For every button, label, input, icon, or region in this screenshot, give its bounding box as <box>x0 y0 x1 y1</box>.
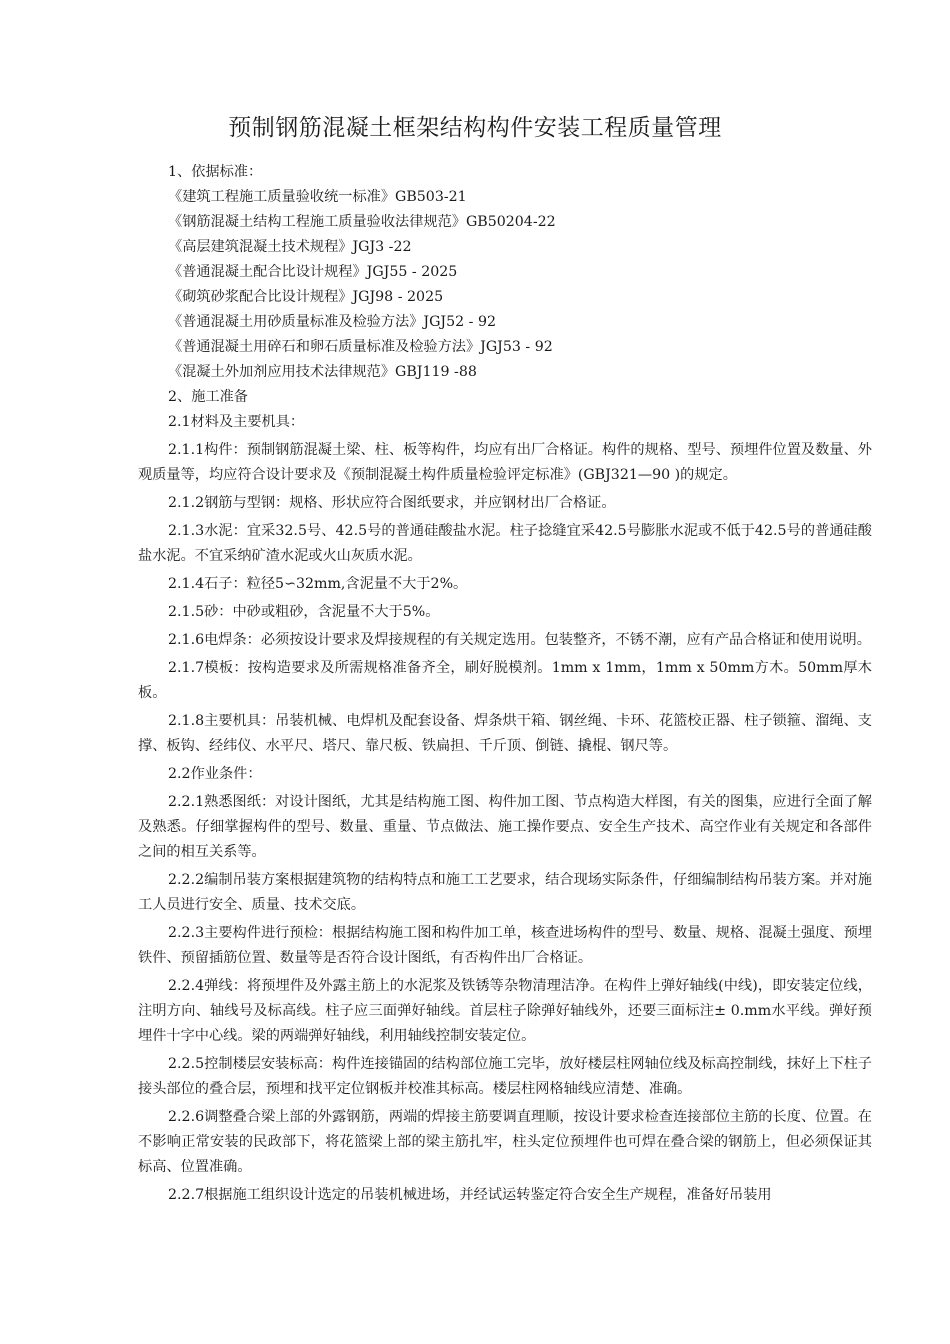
standard-item: 《钢筋混凝土结构工程施工质量验收法律规范》GB50204-22 <box>168 214 556 230</box>
document-title: 预制钢筋混凝土框架结构构件安装工程质量管理 <box>228 115 722 141</box>
paragraph-marking: 2.2.4弹线：将预埋件及外露主筋上的水泥浆及铁锈等杂物清理洁净。在构件上弹好轴线(中线)，即安装定位线，注明方向、轴线号及标高线。柱子应三面弹好轴线。首层柱子除弹好轴线外，还要三面标注± 0.mm水平线。弹好预埋件十字中心线。梁的两端弹好轴线，利用轴线控制安装定位。 <box>138 978 872 1044</box>
paragraph-machinery: 2.1.8主要机具：吊装机械、电焊机及配套设备、焊条烘干箱、钢丝绳、卡环、花篮校正器、柱子锁箍、溜绳、支撑、板钩、经纬仪、水平尺、塔尺、靠尺板、铁扁担、千斤顶、倒链、撬棍、钢尺等。 <box>138 713 872 754</box>
paragraph-elevation-control: 2.2.5控制楼层安装标高：构件连接锚固的结构部位施工完毕，放好楼层柱网轴位线及标高控制线，抹好上下柱子接头部位的叠合层，预埋和找平定位钢板并校准其标高。楼层柱网格轴线应清楚、准确。 <box>138 1056 872 1097</box>
paragraph-components: 2.1.1构件：预制钢筋混凝土梁、柱、板等构件，均应有出厂合格证。构件的规格、型号、预埋件位置及数量、外观质量等，均应符合设计要求及《预制混凝土构件质量检验评定标准》(GBJ321—90 )的规定。 <box>138 442 872 483</box>
paragraph-stones: 2.1.4石子：粒径5∽32mm,含泥量不大于2%。 <box>168 576 468 592</box>
paragraph-machinery-entry: 2.2.7根据施工组织设计选定的吊装机械进场，并经试运转鉴定符合安全生产规程，准备好吊装用 <box>168 1187 772 1203</box>
standard-item: 《普通混凝土配合比设计规程》JGJ55 - 2025 <box>168 264 458 280</box>
paragraph-hoisting-plan: 2.2.2编制吊装方案根据建筑物的结构特点和施工工艺要求，结合现场实际条件，仔细编制结构吊装方案。并对施工人员进行安全、质量、技术交底。 <box>138 872 872 913</box>
paragraph-precheck: 2.2.3主要构件进行预检：根据结构施工图和构件加工单，核查进场构件的型号、数量、规格、混凝土强度、预埋铁件、预留插筋位置、数量等是否符合设计图纸，有否构件出厂合格证。 <box>138 925 872 966</box>
paragraph-rebar-adjust: 2.2.6调整叠合梁上部的外露钢筋，两端的焊接主筋要调直理顺，按设计要求检查连接部位主筋的长度、位置。在不影响正常安装的民政部下，将花篮梁上部的梁主筋扎牢，柱头定位预埋件也可焊在叠合梁的钢筋上，但必须保证其标高、位置准确。 <box>138 1109 872 1175</box>
paragraph-welding-rods: 2.1.6电焊条：必须按设计要求及焊接规程的有关规定选用。包装整齐，不锈不潮，应有产品合格证和使用说明。 <box>168 632 871 648</box>
paragraph-drawings: 2.2.1熟悉图纸：对设计图纸，尤其是结构施工图、构件加工图、节点构造大样图，有关的图集，应进行全面了解及熟悉。仔细掌握构件的型号、数量、重量、节点做法、施工操作要点、安全生产技术、高空作业有关规定和各部件之间的相互关系等。 <box>138 794 872 860</box>
subsection-heading-conditions: 2.2作业条件： <box>168 766 262 782</box>
subsection-heading-materials: 2.1材料及主要机具： <box>168 414 305 430</box>
paragraph-sand: 2.1.5砂：中砂或粗砂，含泥量不大于5%。 <box>168 604 440 620</box>
paragraph-cement: 2.1.3水泥：宜采32.5号、42.5号的普通硅酸盐水泥。柱子捻缝宜采42.5号膨胀水泥或不低于42.5号的普通硅酸盐水泥。不宜采纳矿渣水泥或火山灰质水泥。 <box>138 523 872 564</box>
standard-item: 《普通混凝土用砂质量标准及检验方法》JGJ52 - 92 <box>168 314 497 330</box>
paragraph-formwork: 2.1.7模板：按构造要求及所需规格准备齐全，刷好脱模剂。1mm x 1mm，1mm x 50mm方木。50mm厚木板。 <box>138 660 872 701</box>
section-heading-preparation: 2、施工准备 <box>168 389 248 405</box>
standard-item: 《高层建筑混凝土技术规程》JGJ3 -22 <box>168 239 412 255</box>
paragraph-steel: 2.1.2钢筋与型钢：规格、形状应符合图纸要求，并应钢材出厂合格证。 <box>168 495 616 511</box>
standard-item: 《混凝土外加剂应用技术法律规范》GBJ119 -88 <box>168 364 477 380</box>
document-body <box>138 160 872 1211</box>
standard-item: 《建筑工程施工质量验收统一标准》GB503-21 <box>168 189 467 205</box>
standard-item: 《普通混凝土用碎石和卵石质量标准及检验方法》JGJ53 - 92 <box>168 339 553 355</box>
section-heading-standards: 1、依据标准： <box>168 164 263 180</box>
standard-item: 《砌筑砂浆配合比设计规程》JGJ98 - 2025 <box>168 289 444 305</box>
